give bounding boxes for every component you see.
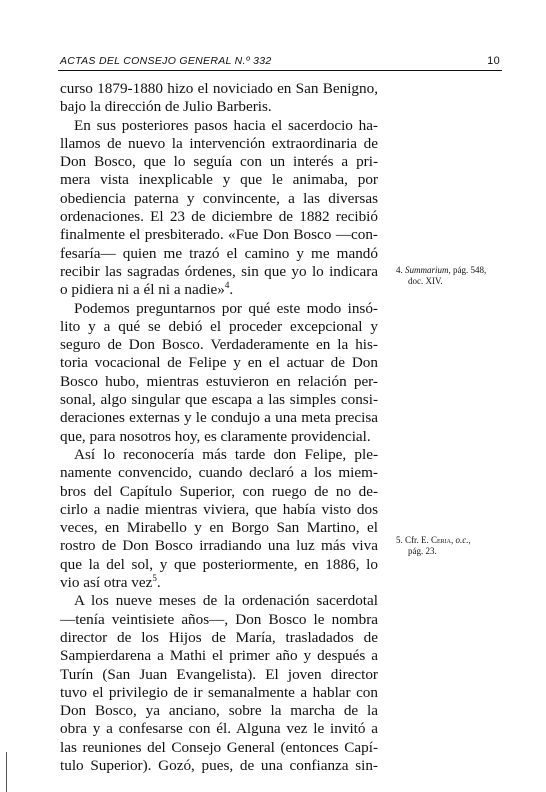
footnote-ref: 5 (152, 573, 157, 584)
line-text: que la del sol, y que posteriormente, en 1886, lo (60, 555, 378, 573)
footnote-number: 4. (396, 265, 403, 275)
line-text: finalmente el presbiterado. «Fue Don Bosco —con- (60, 226, 378, 244)
text-line (60, 666, 378, 684)
line-text: seguro de Don Bosco. Verdaderamente en la his- (60, 336, 378, 354)
footnote-line2: pág. 23. (408, 546, 437, 556)
text-line (60, 117, 378, 135)
text-line (60, 153, 378, 171)
text-line (60, 556, 378, 574)
line-text: veces, en Mirabello y en Borgo San Martino, el (60, 519, 378, 537)
line-text: Don Bosco, que lo seguía con un interés a pri- (60, 153, 378, 171)
text-line (60, 720, 378, 738)
text-line (60, 190, 378, 208)
text-line (60, 226, 378, 244)
text-line (60, 354, 378, 372)
text-line (60, 409, 378, 427)
text-line (60, 336, 378, 354)
line-text: —tenía veintisiete años—, Don Bosco le nombra (60, 610, 378, 628)
footnote-5 (396, 535, 506, 557)
text-line (60, 501, 378, 519)
text-line (60, 629, 378, 647)
line-text: obra y a confesarse con él. Alguna vez le invitó a (60, 720, 378, 738)
text-line (60, 428, 378, 446)
text-line (60, 208, 378, 226)
line-text: director de los Hijos de María, trasladados de (60, 628, 378, 646)
line-text: mera vista inexplicable y que le animaba, por (60, 171, 378, 189)
text-line (60, 464, 378, 482)
line-punct: . (229, 281, 234, 299)
text-line (60, 263, 378, 281)
line-text: bajo la dirección de Julio Barberis. (60, 98, 272, 116)
line-text: toria vocacional de Felipe y en el actuar de Don (60, 354, 378, 372)
text-line (60, 135, 378, 153)
text-line (60, 245, 378, 263)
text-line (60, 757, 378, 775)
footnote-opcit: o.c., (453, 535, 471, 545)
line-text: namente convencido, cuando declaró a los miem- (60, 464, 378, 482)
text-line (60, 647, 378, 665)
text-line (60, 373, 378, 391)
line-text: cirlo a nadie mientras viviera, que había visto dos (60, 500, 378, 518)
text-line (60, 98, 378, 116)
footnote-number: 5. (396, 535, 403, 545)
footnote-ref: 4 (224, 280, 230, 291)
footnote-line2: doc. XIV. (408, 276, 443, 286)
footnote-cfr: Cfr. E. (405, 535, 429, 545)
text-line (60, 446, 378, 464)
text-line (60, 281, 378, 299)
line-text: Don Bosco, ya anciano, sobre la marcha de la (60, 702, 378, 720)
line-text: Bosco hubo, mientras estuvieron en relación per- (60, 372, 378, 390)
text-line (60, 537, 378, 555)
text-line (60, 483, 378, 501)
line-text: sonal, algo singular que escapa a las simples consi- (60, 391, 378, 409)
line-text: fesaría— quien me trazó el camino y me mandó (60, 244, 378, 262)
line-text: las reuniones del Consejo General (entonces Capí- (60, 738, 378, 756)
text-line (60, 684, 378, 702)
text-line (60, 592, 378, 610)
footnote-author: Ceria, (431, 535, 454, 545)
line-text: obediencia paterna y convincente, a las diversas (60, 189, 378, 207)
line-text: llamos de nuevo la intervención extraordinaria de (60, 134, 378, 152)
line-text: Turín (San Juan Evangelista). El joven director (60, 665, 378, 683)
text-line (60, 702, 378, 720)
line-text: curso 1879-1880 hizo el noviciado en San Benigno, (60, 80, 378, 97)
line-text: Podemos preguntarnos por qué este modo insó- (74, 299, 378, 317)
line-punct: . (156, 574, 161, 592)
line-text: o pidiera ni a él ni a nadie» (60, 281, 225, 299)
journal-title: ACTAS DEL CONSEJO GENERAL N.º 332 (60, 55, 272, 67)
line-text: tuvo el privilegio de ir semanalmente a hablar con (60, 683, 378, 701)
line-text: deraciones externas y le condujo a una meta precisa (60, 409, 378, 427)
footnote-citation: Summarium, (405, 265, 451, 275)
line-text: A los nueve meses de la ordenación sacerdotal (74, 592, 378, 610)
line-text: lito y a qué se debió el proceder excepcional y (60, 317, 378, 335)
footnote-pages: pág. 548, (450, 265, 487, 275)
page-number: 10 (487, 55, 500, 67)
line-text: rostro de Don Bosco irradiando una luz más viva (60, 537, 378, 555)
text-line (60, 300, 378, 318)
line-text: recibir las sagradas órdenes, sin que yo lo indicara (60, 262, 378, 280)
text-line (60, 80, 378, 98)
line-text: bros del Capítulo Superior, con ruego de no de- (60, 482, 378, 500)
line-text: tulo Superior). Gozó, pues, de una confianza sin- (60, 756, 378, 774)
text-line (60, 519, 378, 537)
margin-rule (6, 752, 7, 792)
text-line (60, 611, 378, 629)
text-line (60, 171, 378, 189)
text-line (60, 318, 378, 336)
running-header (58, 52, 502, 71)
line-text: Sampierdarena a Mathi el primer año y después a (60, 647, 378, 665)
text-line (60, 574, 378, 592)
text-line (60, 739, 378, 757)
body-text (60, 80, 378, 775)
line-text: vio así otra vez (60, 574, 153, 592)
line-text: Así lo reconocería más tarde don Felipe, ple- (74, 445, 378, 463)
text-line (60, 391, 378, 409)
line-text: ordenaciones. El 23 de diciembre de 1882 recibió (60, 208, 378, 226)
line-text: que, para nosotros hoy, es claramente providencial. (60, 427, 371, 445)
footnote-4 (396, 265, 506, 287)
line-text: En sus posteriores pasos hacia el sacerdocio ha- (74, 116, 378, 134)
